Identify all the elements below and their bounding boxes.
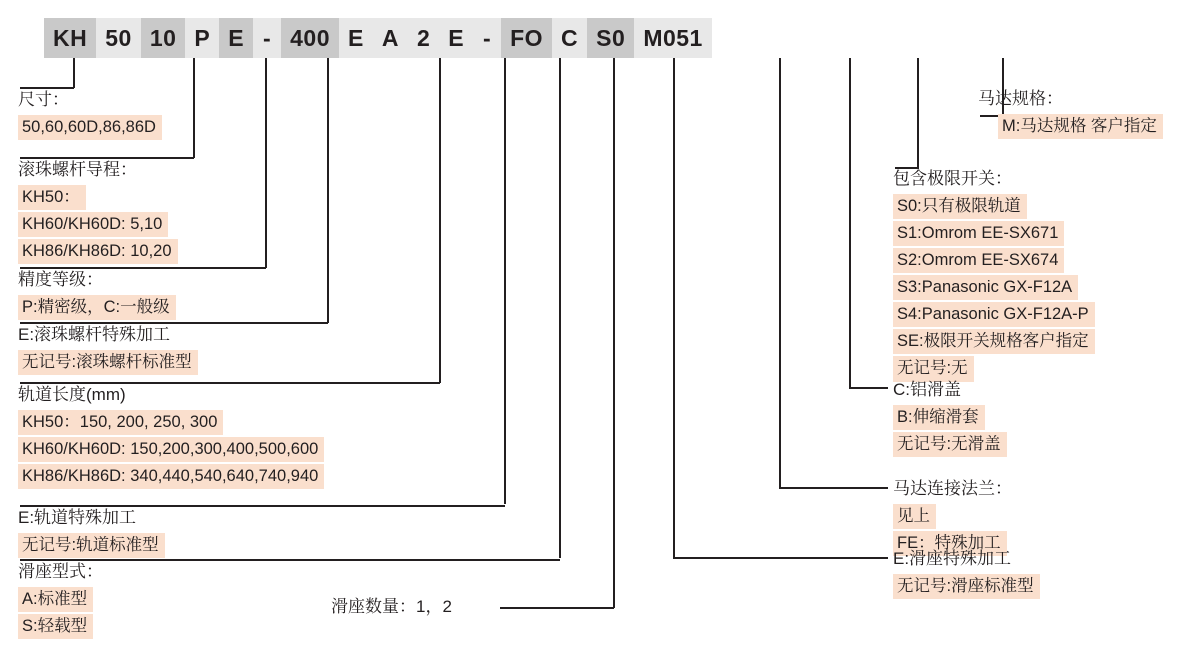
annotation-limit-switch-row: 无记号:无 — [893, 356, 974, 381]
annotation-motor-flange-row: FE：特殊加工 — [893, 531, 1007, 556]
code-cell-13: C — [552, 18, 587, 58]
code-cell-5: - — [253, 18, 281, 58]
annotation-lead-row: KH86/KH86D: 10,20 — [18, 239, 178, 264]
annotation-motor-spec-row: M:马达规格 客户指定 — [998, 114, 1163, 139]
annotation-limit-switch — [893, 168, 1095, 384]
code-cell-12: FO — [501, 18, 552, 58]
annotation-rail-special-row: 无记号:轨道标准型 — [18, 533, 165, 558]
annotation-size-rows — [18, 115, 162, 140]
annotation-slider-count — [331, 596, 452, 622]
annotation-motor-flange — [893, 478, 1012, 558]
code-cell-7: E — [339, 18, 373, 58]
code-cell-9: 2 — [408, 18, 439, 58]
leader-slider-special-horizontal — [673, 557, 888, 559]
part-number-code-bar — [44, 18, 712, 58]
leader-slider-type-vertical — [559, 58, 561, 558]
code-cell-15: M051 — [634, 18, 712, 58]
annotation-size — [18, 89, 162, 142]
annotation-cover — [893, 379, 1007, 459]
annotation-motor-flange-row: 见上 — [893, 504, 936, 529]
leader-limit-switch-vertical — [917, 58, 919, 168]
annotation-limit-switch-row: S0:只有极限轨道 — [893, 194, 1027, 219]
annotation-rail-length-title: 轨道长度(mm) — [18, 385, 126, 404]
code-cell-6: 400 — [281, 18, 339, 58]
annotation-slider-count-title: 滑座数量：1，2 — [331, 597, 452, 616]
annotation-limit-switch-title: 包含极限开关： — [893, 169, 1012, 188]
annotation-screw-special-row: 无记号:滚珠螺杆标准型 — [18, 350, 198, 375]
annotation-lead-row: KH50： — [18, 185, 86, 210]
annotation-screw-special-rows — [18, 350, 198, 375]
leader-size-vertical — [73, 58, 75, 88]
annotation-screw-special — [18, 324, 198, 377]
annotation-limit-switch-row: S2:Omrom EE-SX674 — [893, 248, 1064, 273]
leader-cover-horizontal — [849, 387, 888, 389]
annotation-motor-spec — [978, 88, 1163, 141]
annotation-accuracy-rows — [18, 295, 176, 320]
leader-accuracy-vertical — [265, 58, 267, 268]
leader-cover-vertical — [849, 58, 851, 388]
code-cell-4: E — [219, 18, 253, 58]
code-cell-2: 10 — [141, 18, 186, 58]
code-cell-8: A — [373, 18, 408, 58]
annotation-size-row: 50,60,60D,86,86D — [18, 115, 162, 140]
annotation-slider-type-title: 滑座型式： — [18, 562, 103, 581]
annotation-accuracy — [18, 269, 176, 322]
leader-motor-flange-vertical — [779, 58, 781, 488]
annotation-rail-length-row: KH50：150, 200, 250, 300 — [18, 410, 223, 435]
leader-slider-count-vertical — [613, 58, 615, 608]
annotation-lead-row: KH60/KH60D: 5,10 — [18, 212, 168, 237]
annotation-motor-spec-rows — [998, 114, 1163, 139]
annotation-accuracy-row: P:精密级，C:一般级 — [18, 295, 176, 320]
annotation-slider-type-rows — [18, 587, 103, 639]
annotation-screw-special-title: E:滚珠螺杆特殊加工 — [18, 325, 171, 344]
annotation-cover-rows — [893, 405, 1007, 457]
annotation-limit-switch-row: S4:Panasonic GX-F12A-P — [893, 302, 1095, 327]
annotation-motor-flange-title: 马达连接法兰： — [893, 479, 1012, 498]
code-cell-0: KH — [44, 18, 96, 58]
code-cell-3: P — [185, 18, 219, 58]
annotation-slider-special-rows — [893, 574, 1040, 599]
leader-rail-length-vertical — [439, 58, 441, 383]
annotation-slider-type — [18, 561, 103, 641]
annotation-accuracy-title: 精度等级： — [18, 270, 103, 289]
code-cell-14: S0 — [587, 18, 634, 58]
annotation-rail-special — [18, 507, 165, 560]
annotation-slider-special-row: 无记号:滑座标准型 — [893, 574, 1040, 599]
code-cell-11: - — [473, 18, 501, 58]
annotation-size-title: 尺寸： — [18, 90, 69, 109]
annotation-rail-length-rows — [18, 410, 324, 489]
annotation-cover-title: C:铝滑盖 — [893, 380, 961, 399]
annotation-cover-row: B:伸缩滑套 — [893, 405, 985, 430]
annotation-slider-special — [893, 548, 1040, 601]
code-cell-1: 50 — [96, 18, 141, 58]
annotation-slider-special-title: E:滑座特殊加工 — [893, 549, 1012, 568]
annotation-limit-switch-row: S3:Panasonic GX-F12A — [893, 275, 1078, 300]
leader-slider-special-vertical — [673, 58, 675, 558]
annotation-lead — [18, 159, 178, 266]
annotation-limit-switch-row: S1:Omrom EE-SX671 — [893, 221, 1064, 246]
code-cell-10: E — [439, 18, 473, 58]
leader-screw-special-vertical — [327, 58, 329, 323]
leader-rail-special-vertical — [504, 58, 506, 504]
annotation-rail-length — [18, 384, 324, 491]
annotation-lead-rows — [18, 185, 178, 264]
annotation-slider-type-row: S:轻载型 — [18, 614, 93, 639]
annotation-limit-switch-row: SE:极限开关规格客户指定 — [893, 329, 1095, 354]
annotation-limit-switch-rows — [893, 194, 1095, 382]
annotation-motor-spec-title: 马达规格： — [978, 89, 1063, 108]
leader-slider-count-horizontal — [500, 607, 614, 609]
leader-motor-flange-horizontal — [779, 487, 888, 489]
annotation-rail-length-row: KH60/KH60D: 150,200,300,400,500,600 — [18, 437, 324, 462]
annotation-rail-length-row: KH86/KH86D: 340,440,540,640,740,940 — [18, 464, 324, 489]
annotation-rail-special-title: E:轨道特殊加工 — [18, 508, 137, 527]
leader-lead-vertical — [193, 58, 195, 158]
annotation-lead-title: 滚珠螺杆导程： — [18, 160, 137, 179]
annotation-rail-special-rows — [18, 533, 165, 558]
annotation-cover-row: 无记号:无滑盖 — [893, 432, 1007, 457]
annotation-slider-type-row: A:标准型 — [18, 587, 93, 612]
